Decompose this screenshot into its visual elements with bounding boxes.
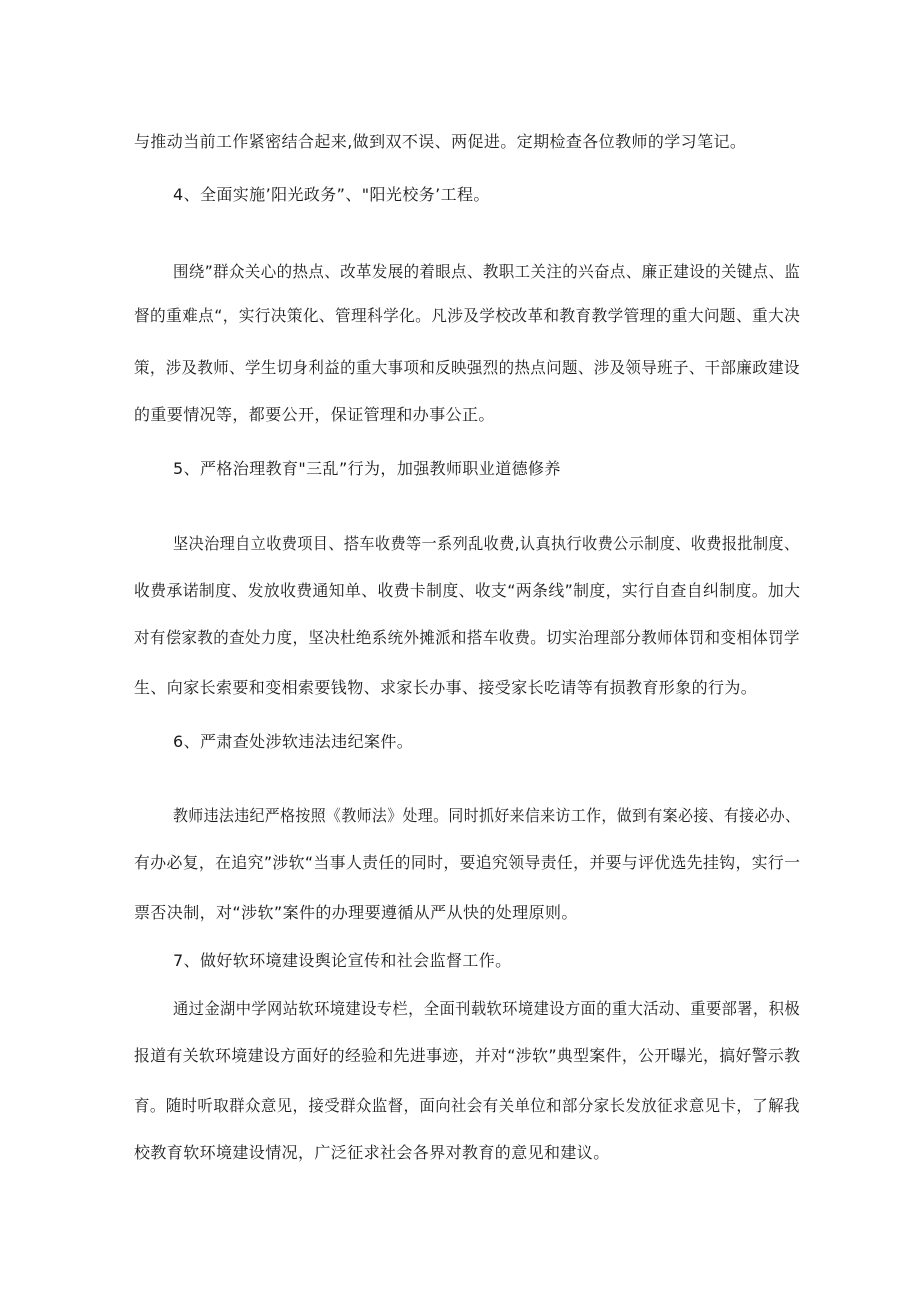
paragraph-4-line-4: 的重要情况等，都要公开，保证管理和办事公正。: [134, 405, 495, 424]
heading-section-6: 6、严肃查处涉软违法违纪案件。: [173, 732, 414, 751]
paragraph-7-line-2: 报道有关软环境建设方面好的经验和先进事迹，并对“涉软”典型案件，公开曝光，搞好警示教: [134, 1046, 801, 1065]
heading-section-4: 4、全面实施’阳光政务”、"阳光校务’工程。: [173, 185, 490, 204]
paragraph-4-line-2: 督的重难点“，实行决策化、管理科学化。凡涉及学校改革和教育教学管理的重大问题、重大决: [134, 306, 801, 325]
paragraph-7-line-4: 校教育软环境建设情况，广泛征求社会各界对教育的意见和建议。: [134, 1143, 610, 1162]
heading-section-7: 7、做好软环境建设舆论宣传和社会监督工作。: [173, 951, 512, 970]
paragraph-intro-line-1: 与推动当前工作紧密结合起来,做到双不误、两促进。定期检查各位教师的学习笔记。: [134, 132, 747, 151]
paragraph-5-line-3: 对有偿家教的查处力度，坚决杜绝系统外摊派和搭车收费。切实治理部分教师体罚和变相体罚学: [134, 628, 800, 647]
paragraph-5-line-4: 生、向家长索要和变相索要钱物、求家长办事、接受家长吃请等有损教育形象的行为。: [134, 678, 758, 697]
paragraph-6-line-2: 有办必复，在追究”涉软“当事人责任的同时，要追究领导责任，并要与评优选先挂钩，实行一: [134, 853, 801, 872]
paragraph-5-line-1: 坚决治理自立收费项目、搭车收费等一系列乱收费,认真执行收费公示制度、收费报批制度、: [173, 534, 800, 553]
paragraph-6-line-1: 教师违法违纪严格按照《教师法》处理。同时抓好来信来访工作，做到有案必接、有接必办、: [173, 806, 801, 825]
heading-section-5: 5、严格治理教育"三乱”行为，加强教师职业道德修养: [173, 459, 561, 478]
paragraph-6-line-3: 票否决制，对“涉软”案件的办理要遵循从严从快的处理原则。: [134, 903, 578, 922]
paragraph-7-line-1: 通过金湖中学网站软环境建设专栏，全面刊载软环境建设方面的重大活动、重要部署，积极: [173, 999, 801, 1018]
paragraph-4-line-3: 策，涉及教师、学生切身利益的重大事项和反映强烈的热点问题、涉及领导班子、干部廉政建设: [134, 358, 800, 377]
paragraph-4-line-1: 围绕”群众关心的热点、改革发展的着眼点、教职工关注的兴奋点、廉正建设的关键点、监: [173, 262, 801, 281]
paragraph-7-line-3: 育。随时听取群众意见，接受群众监督，面向社会有关单位和部分家长发放征求意见卡，了解我: [134, 1096, 800, 1115]
paragraph-5-line-2: 收费承诺制度、发放收费通知单、收费卡制度、收支“两条线”制度，实行自查自纠制度。加大: [134, 581, 801, 600]
